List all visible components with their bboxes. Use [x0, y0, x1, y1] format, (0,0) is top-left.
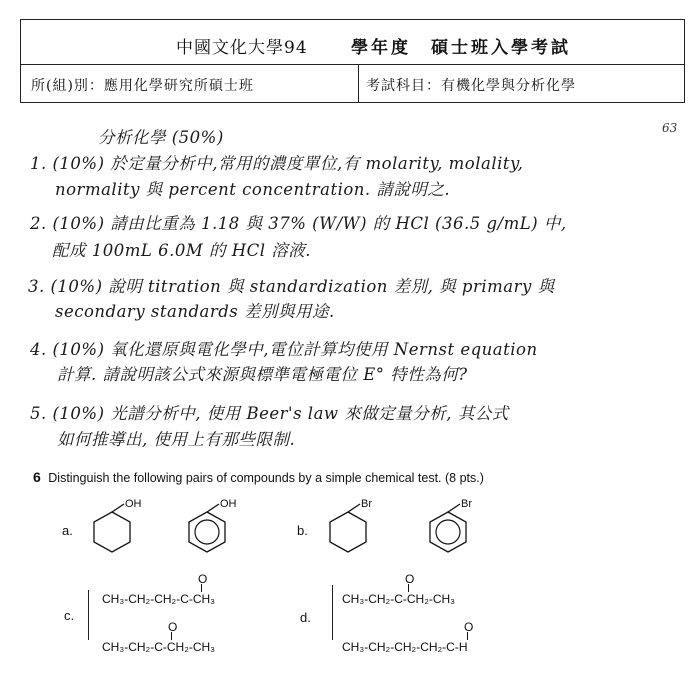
question-6-text: Distinguish the following pairs of compounds by a simple chemical test. (8 pts.) — [48, 471, 484, 485]
oxygen-atom: O — [168, 620, 178, 634]
subject-label: 考試科目：有機化學與分析化學 — [366, 78, 576, 94]
page-number: 63 — [662, 121, 678, 135]
pair-d-bracket — [332, 585, 333, 640]
oxygen-atom: O — [198, 572, 208, 586]
question-6-number: 6 — [33, 469, 41, 485]
question-line-10: 如何推導出, 使用上有那些限制. — [57, 430, 296, 449]
label-a: a. — [62, 523, 73, 538]
question-6 — [33, 469, 484, 485]
bromocyclohexane-structure — [318, 497, 388, 567]
formula-d-top: CH₃-CH₂-C-CH₂-CH₃ — [342, 592, 456, 606]
exam-header — [20, 19, 685, 103]
label-b: b. — [297, 523, 308, 538]
header-divider — [358, 65, 359, 102]
double-bond-d-bottom — [467, 632, 468, 640]
question-line-6: secondary standards 差別與用途. — [55, 302, 335, 321]
oxygen-atom: O — [405, 572, 415, 586]
oxygen-atom: O — [464, 620, 474, 634]
bromine-label: Br — [361, 498, 372, 510]
formula-c-bottom: CH₃-CH₂-C-CH₂-CH₃ — [102, 640, 216, 654]
question-line-3: 2. (10%) 請由比重為 1.18 與 37% (W/W) 的 HCl (36.5 g/mL) 中, — [30, 214, 567, 233]
question-line-2: normality 與 percent concentration. 請說明之. — [55, 180, 451, 199]
question-line-9: 5. (10%) 光譜分析中, 使用 Beer's law 來做定量分析, 其公式 — [30, 404, 509, 423]
bromobenzene-structure — [418, 497, 488, 567]
carbonyl-oxygen-c-top — [198, 572, 207, 586]
header-title-row — [21, 20, 684, 65]
double-bond-c-top — [201, 584, 202, 592]
formula-d-bottom: CH₃-CH₂-CH₂-CH₂-C-H — [342, 640, 468, 654]
cyclohexanol-structure — [82, 497, 152, 567]
question-line-1: 1. (10%) 於定量分析中,常用的濃度單位,有 molarity, molality, — [30, 154, 524, 173]
phenol-structure — [177, 497, 247, 567]
department-label: 所(組)別：應用化學研究所碩士班 — [31, 78, 254, 94]
question-line-8: 計算. 請說明該公式來源與標準電極電位 E° 特性為何? — [57, 365, 468, 384]
bromine-label: Br — [461, 498, 472, 510]
double-bond-c-bottom — [171, 632, 172, 640]
carbonyl-oxygen-d-bottom — [464, 620, 473, 634]
carbonyl-oxygen-c-bottom — [168, 620, 177, 634]
question-line-5: 3. (10%) 說明 titration 與 standardization 差別, 與 primary 與 — [28, 277, 555, 296]
carbonyl-oxygen-d-top — [405, 572, 414, 586]
exam-title: 學年度 碩士班入學考試 — [351, 38, 571, 58]
formula-c-top: CH₃-CH₂-CH₂-C-CH₃ — [102, 592, 216, 606]
school-name: 中國文化大學94 — [176, 38, 308, 58]
section-title: 分析化學 (50%) — [98, 128, 224, 147]
question-line-4: 配成 100mL 6.0M 的 HCl 溶液. — [52, 241, 311, 260]
header-info-row — [21, 65, 684, 102]
double-bond-d-top — [408, 584, 409, 592]
hydroxyl-label: OH — [220, 498, 237, 510]
label-d: d. — [300, 610, 311, 625]
pair-c-bracket — [88, 590, 89, 640]
label-c: c. — [64, 608, 75, 623]
question-line-7: 4. (10%) 氧化還原與電化學中,電位計算均使用 Nernst equation — [30, 340, 538, 359]
hydroxyl-label: OH — [125, 498, 142, 510]
